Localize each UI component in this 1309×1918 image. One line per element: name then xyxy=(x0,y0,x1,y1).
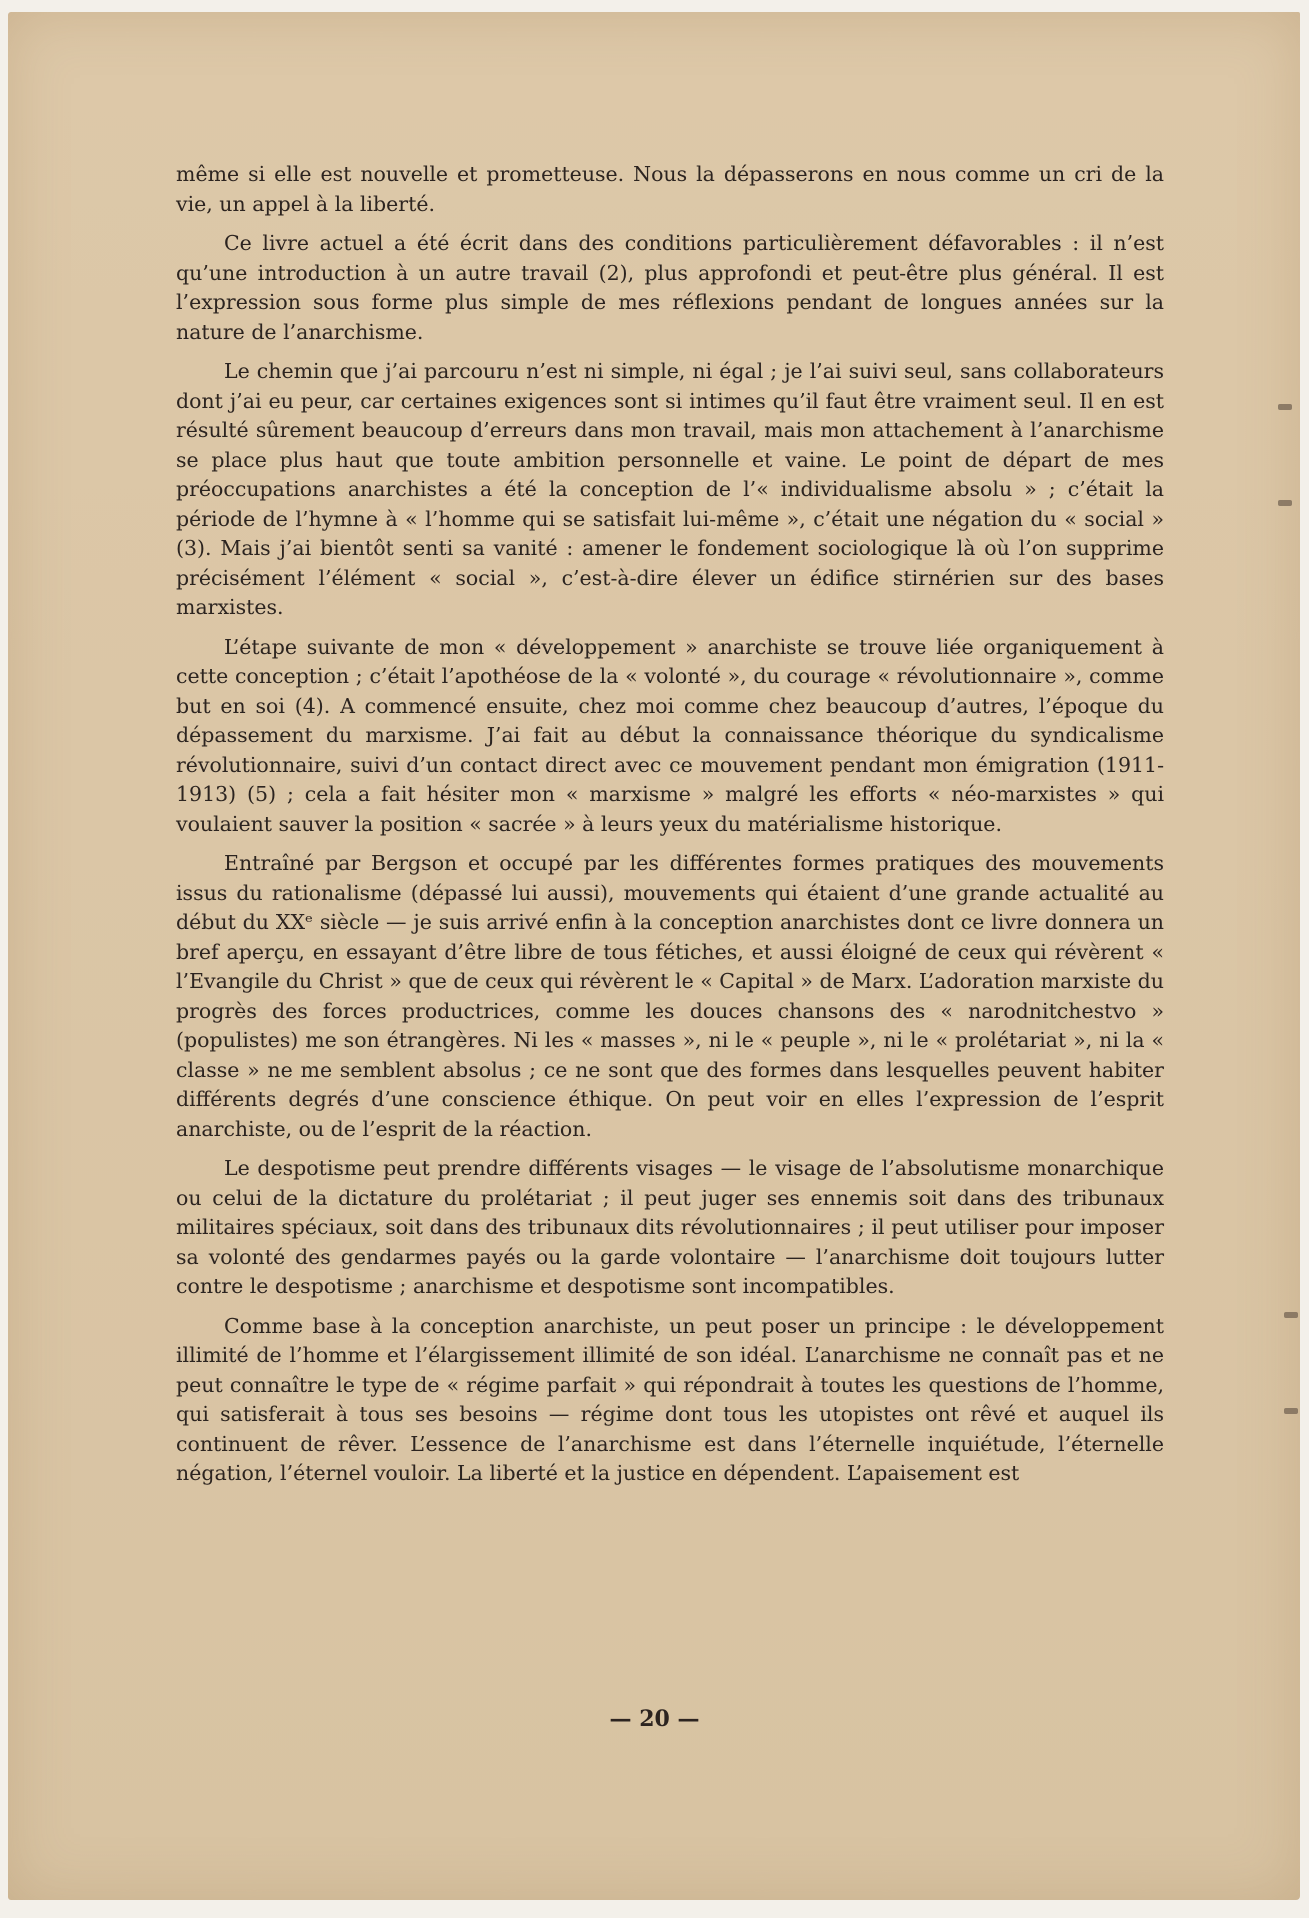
edge-mark xyxy=(1278,404,1292,410)
paragraph: L’étape suivante de mon « développement » anarchiste se trouve liée organiquement à cette conception ; c’était l’apothéose de la « volonté », du courage « révolutionnaire », comme but en soi (4). A commencé ensuite, chez moi comme chez beaucoup d’autres, l’époque du dépassement du marxisme. J’ai fait au début la connaissance théorique du syndicalisme révolutionnaire, suivi d’un contact direct avec ce mouvement pendant mon émigration (1911-1913) (5) ; cela a fait hésiter mon « marxisme » malgré les efforts « néo-marxistes » qui voulaient sauver la position « sacrée » à leurs yeux du matérialisme historique. xyxy=(176,634,1164,836)
paragraph: Le despotisme peut prendre différents visages — le visage de l’absolutisme monarchique ou celui de la dictature du prolétariat ; il peut juger ses ennemis soit dans des tribunaux militaires spéciaux, soit dans des tribunaux dits révolutionnaires ; il peut utiliser pour imposer sa volonté des gendarmes payés ou la garde volontaire — l’anarchisme doit toujours lutter contre le despotisme ; anarchisme et despotisme sont incompatibles. xyxy=(176,1156,1164,1298)
paragraph: même si elle est nouvelle et prometteuse. Nous la dépasserons en nous comme un cri de la vie, un appel à la liberté. xyxy=(176,162,1164,216)
page-number: — 20 — xyxy=(609,1706,700,1732)
paragraph: Le chemin que j’ai parcouru n’est ni simple, ni égal ; je l’ai suivi seul, sans collaborateurs dont j’ai eu peur, car certaines exigences sont si intimes qu’il faut être vraiment seul. Il en est résulté sûrement beaucoup d’erreurs dans mon travail, mais mon attachement à l’anarchisme se place plus haut que toute ambition personnelle et vaine. Le point de départ de mes préoccupations anarchistes a été la conception de l’« individualisme absolu » ; c’était la période de l’hymne à « l’homme qui se satisfait lui-même », c’était une négation du « social » (3). Mais j’ai bientôt senti sa vanité : amener le fondement sociologique là où l’on supprime précisément l’élément « social », c’est-à-dire élever un édifice stirnérien sur des bases marxistes. xyxy=(176,359,1164,619)
edge-mark xyxy=(1284,1408,1298,1414)
paragraph: Ce livre actuel a été écrit dans des conditions particulièrement défavorables : il n’est qu’une introduction à un autre travail (2), plus approfondi et peut-être plus général. Il est l’expression sous forme plus simple de mes réflexions pendant de longues années sur la nature de l’anarchisme. xyxy=(176,231,1164,344)
body-text xyxy=(176,160,1164,1499)
edge-mark xyxy=(1284,1312,1298,1318)
edge-mark xyxy=(1278,500,1292,506)
paragraph: Comme base à la conception anarchiste, un peut poser un principe : le développement illimité de l’homme et l’élargissement illimité de son idéal. L’anarchisme ne connaît pas et ne peut connaître le type de « régime parfait » qui répondrait à toutes les questions de l’homme, qui satisferait à tous ses besoins — régime dont tous les utopistes ont rêvé et auquel ils continuent de rêver. L’essence de l’anarchisme est dans l’éternelle inquiétude, l’éternelle négation, l’éternel vouloir. La liberté et la justice en dépendent. L’apaisement est xyxy=(176,1313,1164,1485)
paragraph: Entraîné par Bergson et occupé par les différentes formes pratiques des mouvements issus du rationalisme (dépassé lui aussi), mouvements qui étaient d’une grande actualité au début du XXᵉ siècle — je suis arrivé enfin à la conception anarchistes dont ce livre donnera un bref aperçu, en essayant d’être libre de tous fétiches, et aussi éloigné de ceux qui révèrent « l’Evangile du Christ » que de ceux qui révèrent le « Capital » de Marx. L’adoration marxiste du progrès des forces productrices, comme les douces chansons des « narodnitchestvo » (populistes) me son étrangères. Ni les « masses », ni le « peuple », ni le « prolétariat », ni la « classe » ne me semblent absolus ; ce ne sont que des formes dans lesquelles peuvent habiter différents degrés d’une conscience éthique. On peut voir en elles l’expression de l’esprit anarchiste, ou de l’esprit de la réaction. xyxy=(176,851,1164,1141)
